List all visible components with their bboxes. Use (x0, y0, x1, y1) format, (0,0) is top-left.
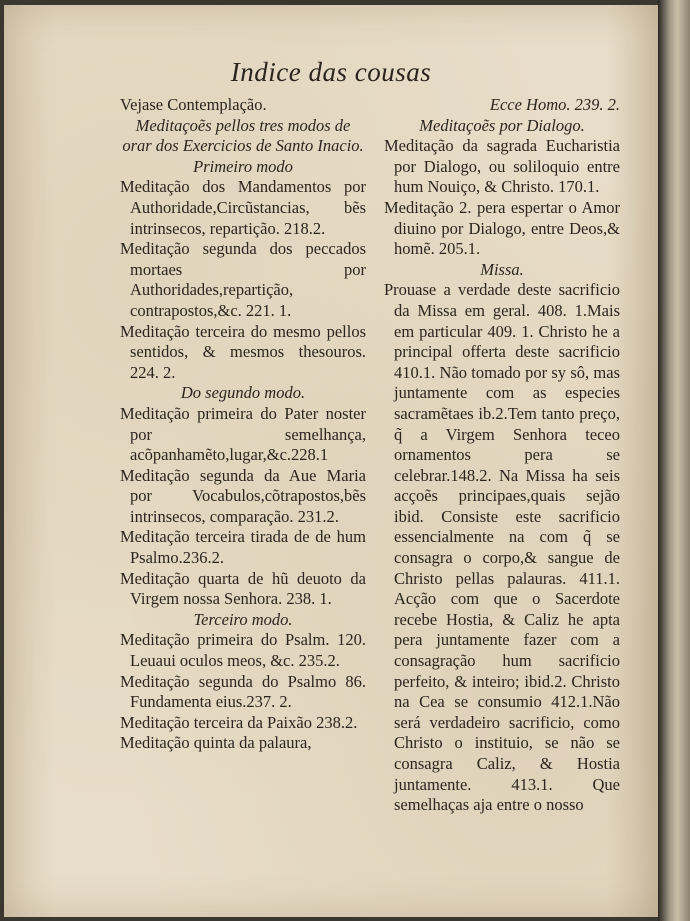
index-entry: Meditação segunda dos peccados mortaes por Authoridades,repartição, contrapostos,&c. 221. 1. (120, 239, 366, 320)
right-column (384, 95, 620, 816)
index-entry: Vejase Contemplação. (120, 95, 267, 114)
book-spine (658, 0, 690, 921)
index-entry: Meditação terceira do mesmo pellos sentidos, & mesmos thesouros. 224. 2. (120, 321, 366, 382)
index-entry: Meditação quarta de hũ deuoto da Virgem nossa Senhora. 238. 1. (120, 568, 366, 609)
index-heading: Missa. (480, 259, 524, 279)
index-entry: Meditação da sagrada Eucharistia por Dialogo, ou soliloquio entre hum Nouiço, & Christo. 170.1. (384, 136, 620, 197)
index-entry: Meditação terceira tirada de de hum Psalmo.236.2. (120, 527, 366, 568)
index-entry: Prouase a verdade deste sacrificio da Missa em geral. 408. 1.Mais em particular 409. 1. Christo he a principal offerta deste sacrificio 410.1. Não tomado por sy sô, mas juntamente com as especies sacramẽtaes ib.2.Tem tanto preço, q̃ a Virgem Senhora teceo ornamentos pera se celebrar.148.2. Na Missa ha seis acçoẽs principaes,quais sejão ibid. Consiste este sacrificio essencialmente na com q̃ se consagra o corpo,& sangue de Christo pellas palauras. 411.1. Acção com que o Sacerdote recebe Hostia, & Caliz he apta pera juntamente fazer com a consagração hum sacrificio perfeito, & inteiro; ibid.2. Christo na Cea se consumio 412.1.Não será verdadeiro sacrificio, como Christo o instituio, se não se consagra Caliz, & Hostia juntamente. 413.1. Que semelhaças aja entre o nosso (384, 280, 620, 815)
index-entry: Meditação quinta da palaura, (120, 733, 312, 753)
index-heading: Primeiro modo (193, 156, 293, 176)
index-heading: Do segundo modo. (180, 383, 306, 403)
index-entry: Meditação primeira do Psalm. 120. Leuaui oculos meos, &c. 235.2. (120, 630, 366, 671)
index-entry: Meditação terceira da Paixão 238.2. (120, 712, 358, 732)
index-entry: Meditação segunda do Psalmo 86. Fundamenta eius.237. 2. (120, 671, 366, 712)
page-header: Indice das cousas (230, 57, 432, 87)
index-entry: Meditação segunda da Aue Maria por Vocabulos,cõtrapostos,bẽs intrinsecos, comparação. 231.2. (120, 465, 366, 526)
book-page (4, 5, 658, 917)
index-entry: Meditação 2. pera espertar o Amor diuino por Dialogo, entre Deos,& homẽ. 205.1. (384, 197, 620, 259)
index-heading: Meditaçoẽs pellos tres modos de orar dos Exercicios de Santo Inacio. (122, 115, 364, 156)
index-heading: Meditaçoẽs por Dialogo. (419, 115, 585, 135)
index-entry: Meditação dos Mandamentos por Authoridade,Circũstancias, bẽs intrinsecos, repartição. 218.2. (120, 177, 366, 238)
left-column (120, 95, 366, 754)
index-entry: Meditação primeira do Pater noster por semelhança, acõpanhamẽto,lugar,&c.228.1 (120, 403, 366, 465)
index-heading: Terceiro modo. (193, 609, 293, 629)
index-entry: Ecce Homo. 239. 2. (489, 95, 620, 114)
